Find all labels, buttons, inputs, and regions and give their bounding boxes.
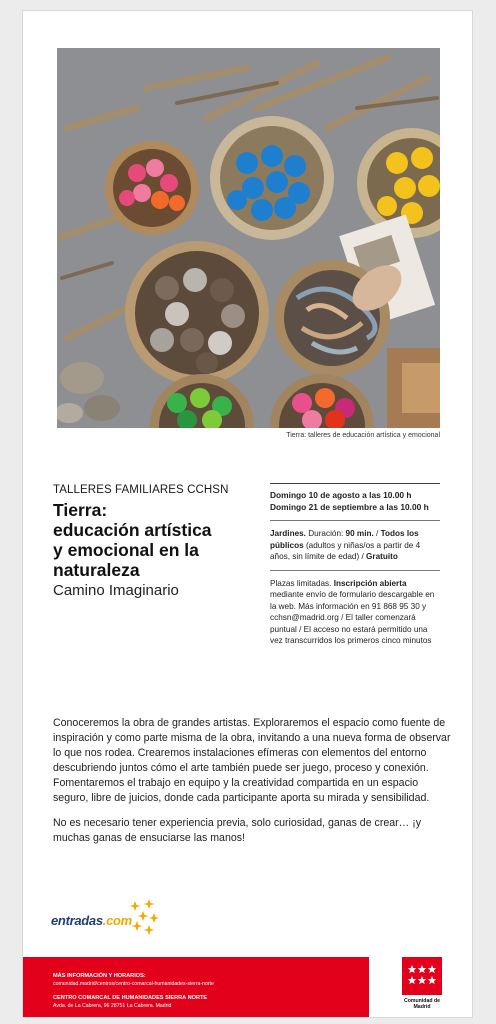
duration-value: 90 min. — [345, 529, 374, 538]
date-2: Domingo 21 de septiembre a las 10.00 h — [270, 501, 429, 512]
entradas-wordmark: entradas.com — [51, 913, 132, 928]
inscription-status: Inscripción abierta — [333, 578, 407, 588]
program-kicker: TALLERES FAMILIARES CCHSN — [53, 484, 229, 496]
inscription-detail: mediante envío de formulario descargable en la web. Más información en 91 868 95 30 y cchsn@madrid.org / El taller comenzará puntual / El acceso no estará permitido una vez transcurridos los primeros cinco minutos — [270, 590, 435, 645]
madrid-flag-icon — [402, 957, 442, 995]
footer-center-address: Avda. de La Cabrera, 96 28751 La Cabrera. Madrid — [53, 1003, 172, 1009]
audience-separator: / — [373, 529, 381, 538]
event-dates — [270, 484, 440, 520]
description — [53, 716, 453, 856]
registration-info — [270, 571, 440, 654]
date-1: Domingo 10 de agosto a las 10.00 h — [270, 490, 412, 500]
photo-caption: Tierra: talleres de educación artística y emocional — [286, 432, 440, 439]
stars-icon — [129, 897, 159, 937]
comunidad-madrid-logo — [402, 957, 442, 1009]
entradas-logo[interactable] — [51, 897, 191, 949]
footer-info-label: MÁS INFORMACIÓN Y HORARIOS: — [53, 973, 146, 979]
footer-info-url[interactable]: comunidad.madrid/centros/centro-comarcal-humanidades-sierra-norte — [53, 981, 214, 987]
comunidad-madrid-label: Comunidad de Madrid — [403, 998, 441, 1010]
event-info — [270, 483, 440, 654]
event-subtitle: Camino Imaginario — [53, 582, 179, 599]
footer-bar — [23, 957, 369, 1018]
limit-text: Plazas limitadas. — [270, 578, 334, 588]
workshop-photo — [57, 48, 440, 428]
poster-sheet — [22, 10, 473, 1018]
price: Gratuito — [366, 552, 398, 561]
footer-center-name: CENTRO COMARCAL DE HUMANIDADES SIERRA NORTE — [53, 995, 208, 1001]
heading-block — [53, 484, 253, 599]
place: Jardines. — [270, 529, 306, 538]
description-paragraph-1: Conoceremos la obra de grandes artistas. Exploraremos el espacio como fuente de inspiración y como parte misma de la obra, invitando a una nueva forma de observar lo que nos rodea. Crearemos instalaciones efímeras con elementos del entorno descubriendo juntos cómo el arte también puede ser juego, proceso y conexión. Fomentaremos el trabajo en equipo y la creatividad compartida en un espacio seguro, libre de juicios, donde cada participante aporta su mirada y sensibilidad. — [53, 717, 451, 804]
event-title: Tierra: educación artística y emocional en la naturaleza — [53, 500, 212, 580]
event-details — [270, 521, 440, 570]
description-paragraph-2: No es necesario tener experiencia previa, solo curiosidad, ganas de crear… ¡y muchas ganas de ensuciarse las manos! — [53, 817, 422, 844]
audience-detail: (adultos y niñas/os a partir de 4 años, sin límite de edad) / — [270, 540, 421, 561]
audience: Todos los públicos — [270, 529, 419, 550]
duration-label: Duración: — [305, 529, 346, 538]
